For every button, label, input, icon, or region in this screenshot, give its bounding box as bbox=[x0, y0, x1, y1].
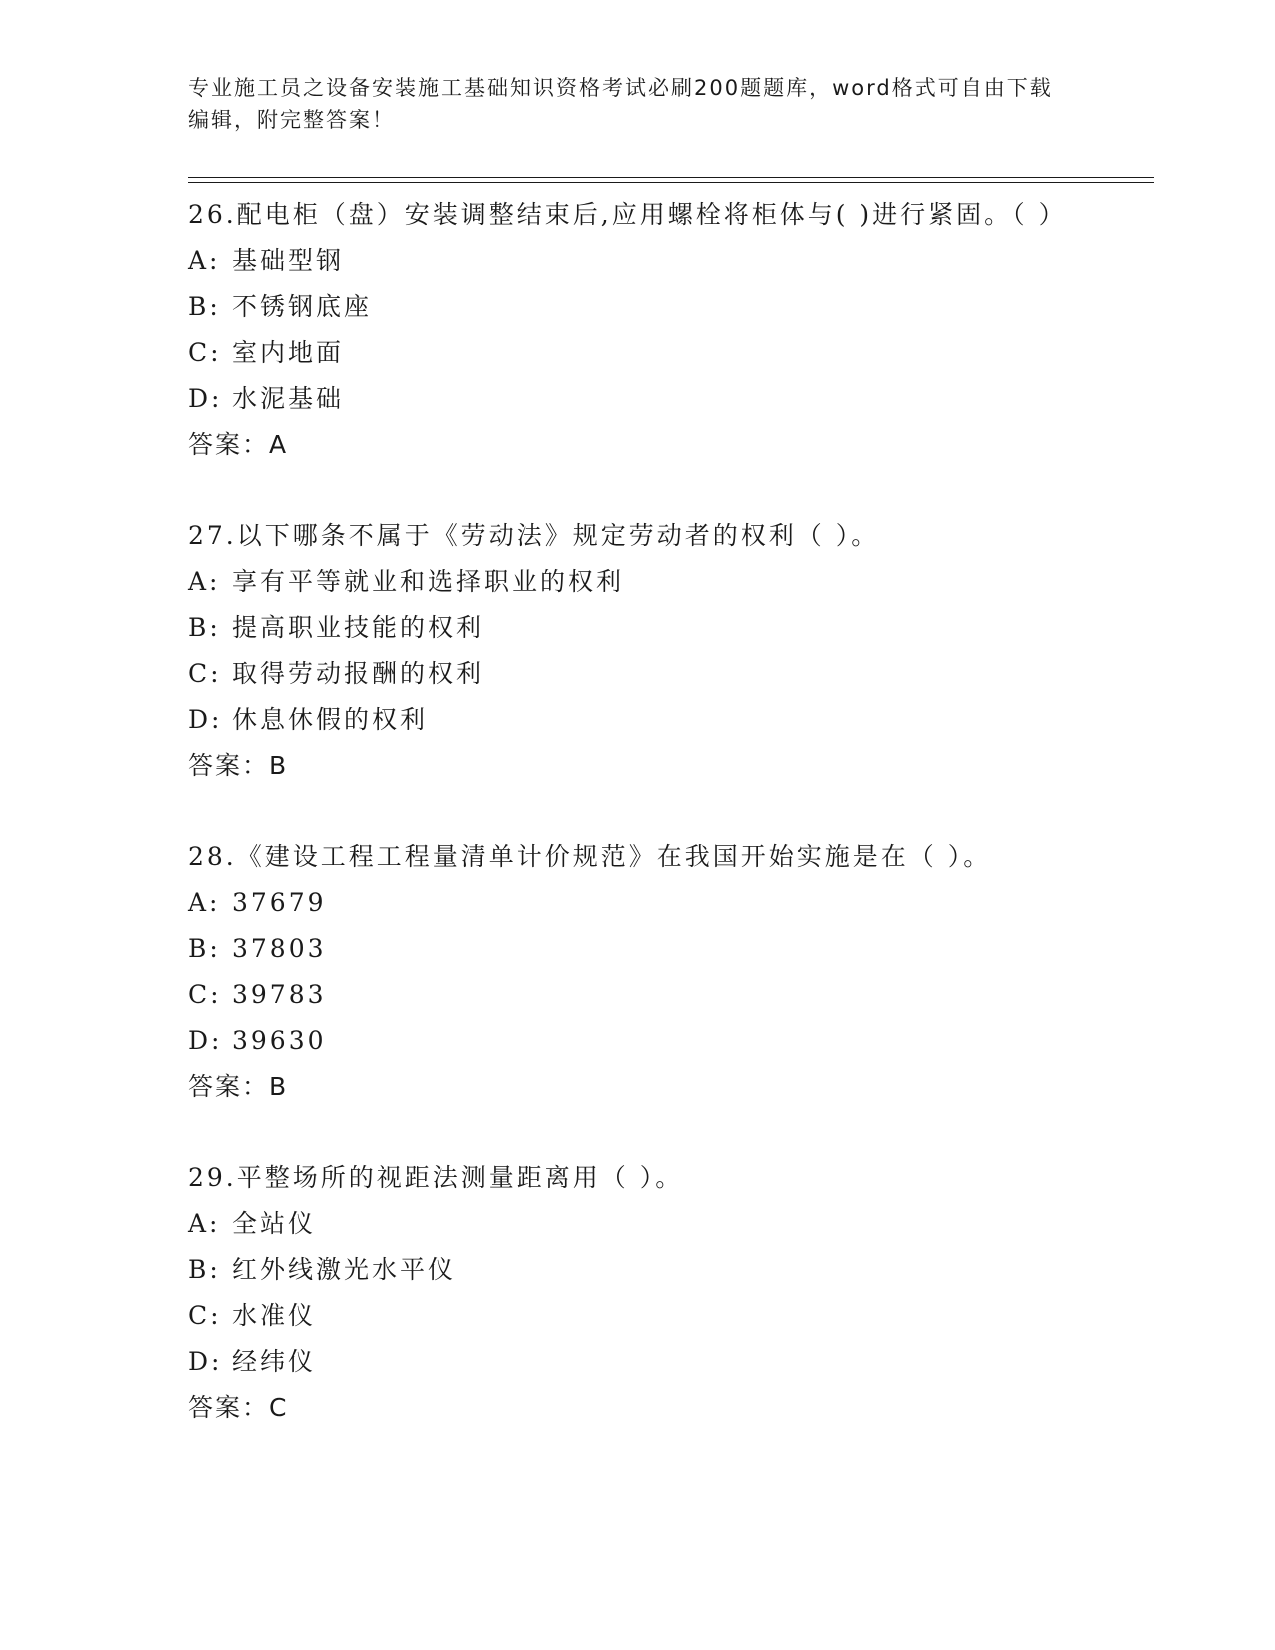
option-key: A: bbox=[188, 888, 221, 917]
option-key: A: bbox=[188, 246, 221, 275]
option-text: 水准仪 bbox=[232, 1301, 317, 1330]
option-c bbox=[188, 651, 1108, 697]
question-text: 以下哪条不属于《劳动法》规定劳动者的权利（ ）。 bbox=[236, 521, 880, 550]
option-c bbox=[188, 330, 1108, 376]
question-number: 26. bbox=[188, 200, 237, 229]
option-text: 提高职业技能的权利 bbox=[232, 613, 485, 642]
option-a bbox=[188, 1201, 1108, 1247]
question-26 bbox=[188, 192, 1108, 468]
option-text: 室内地面 bbox=[232, 338, 345, 367]
option-key: B: bbox=[188, 1255, 221, 1284]
option-text: 37679 bbox=[232, 888, 327, 917]
question-stem bbox=[188, 834, 1108, 880]
question-text: 配电柜（盘）安装调整结束后,应用螺栓将柜体与( )进行紧固。（ ） bbox=[236, 200, 1067, 229]
option-key: D: bbox=[188, 705, 223, 734]
option-key: C: bbox=[188, 980, 222, 1009]
option-text: 全站仪 bbox=[232, 1209, 317, 1238]
option-key: D: bbox=[188, 384, 223, 413]
option-text: 水泥基础 bbox=[232, 384, 345, 413]
option-a bbox=[188, 559, 1108, 605]
question-stem bbox=[188, 513, 1108, 559]
option-key: D: bbox=[188, 1347, 223, 1376]
option-key: C: bbox=[188, 338, 222, 367]
option-key: A: bbox=[188, 567, 221, 596]
option-text: 37803 bbox=[232, 934, 327, 963]
option-text: 取得劳动报酬的权利 bbox=[232, 659, 485, 688]
question-number: 27. bbox=[188, 521, 237, 550]
question-text: 《建设工程工程量清单计价规范》在我国开始实施是在（ ）。 bbox=[236, 842, 992, 871]
option-b bbox=[188, 926, 1108, 972]
question-stem bbox=[188, 1155, 1108, 1201]
question-number: 29. bbox=[188, 1163, 237, 1192]
option-text: 经纬仪 bbox=[232, 1347, 317, 1376]
option-d bbox=[188, 697, 1108, 743]
option-text: 39783 bbox=[232, 980, 327, 1009]
option-b bbox=[188, 605, 1108, 651]
option-key: A: bbox=[188, 1209, 221, 1238]
option-text: 基础型钢 bbox=[232, 246, 345, 275]
option-d bbox=[188, 1018, 1108, 1064]
question-29 bbox=[188, 1155, 1108, 1431]
option-d bbox=[188, 1339, 1108, 1385]
option-key: B: bbox=[188, 613, 221, 642]
option-text: 红外线激光水平仪 bbox=[232, 1255, 457, 1284]
question-text: 平整场所的视距法测量距离用（ ）。 bbox=[236, 1163, 684, 1192]
question-stem bbox=[188, 192, 1108, 238]
option-text: 享有平等就业和选择职业的权利 bbox=[232, 567, 625, 596]
option-c bbox=[188, 1293, 1108, 1339]
question-27 bbox=[188, 513, 1108, 789]
option-text: 休息休假的权利 bbox=[232, 705, 429, 734]
option-key: B: bbox=[188, 292, 221, 321]
option-a bbox=[188, 880, 1108, 926]
option-b bbox=[188, 284, 1108, 330]
document-header: 专业施工员之设备安装施工基础知识资格考试必刷200题题库，word格式可自由下载编辑，附完整答案！ bbox=[188, 76, 1053, 132]
question-list bbox=[188, 192, 1108, 1476]
answer-line: 答案：B bbox=[188, 1072, 289, 1101]
answer-line: 答案：B bbox=[188, 751, 289, 780]
answer-line: 答案：A bbox=[188, 430, 289, 459]
option-c bbox=[188, 972, 1108, 1018]
question-28 bbox=[188, 834, 1108, 1110]
option-a bbox=[188, 238, 1108, 284]
option-d bbox=[188, 376, 1108, 422]
question-number: 28. bbox=[188, 842, 237, 871]
option-b bbox=[188, 1247, 1108, 1293]
option-key: C: bbox=[188, 659, 222, 688]
option-text: 39630 bbox=[232, 1026, 327, 1055]
answer-line: 答案：C bbox=[188, 1393, 289, 1422]
option-key: B: bbox=[188, 934, 221, 963]
header-divider-bottom bbox=[188, 182, 1154, 183]
option-text: 不锈钢底座 bbox=[232, 292, 373, 321]
option-key: C: bbox=[188, 1301, 222, 1330]
header-divider-top bbox=[188, 177, 1154, 178]
option-key: D: bbox=[188, 1026, 223, 1055]
